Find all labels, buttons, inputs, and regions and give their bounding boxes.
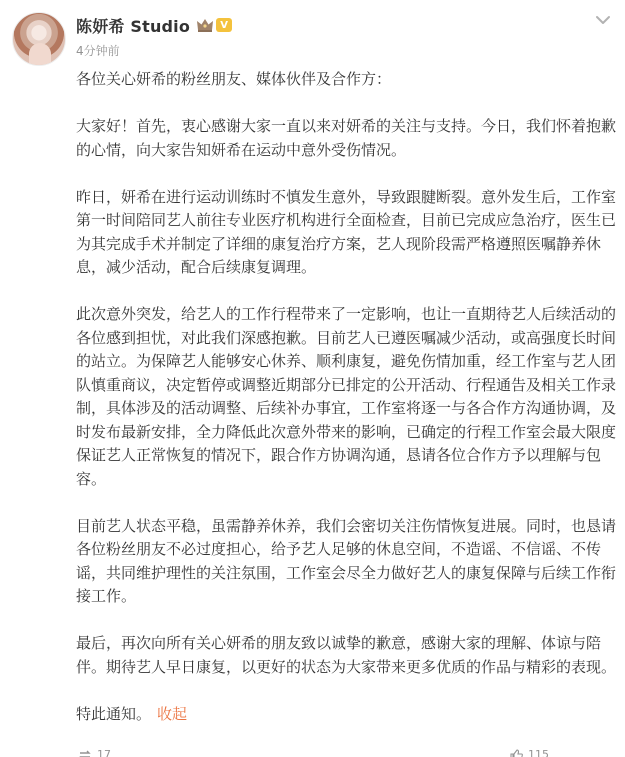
repost-count: 17 (97, 748, 111, 757)
repost-button[interactable] (78, 748, 111, 757)
like-button[interactable] (510, 748, 549, 757)
collapse-link[interactable]: 收起 (157, 704, 188, 723)
crown-icon (196, 17, 214, 33)
avatar[interactable] (12, 12, 66, 66)
paragraph-greeting: 各位关心妍希的粉丝朋友、媒体伙伴及合作方： (76, 70, 392, 88)
paragraph-status: 目前艺人状态平稳，虽需静养休养，我们会密切关注伤情恢复进展。同时，也恳请各位粉丝朋友不必过度担心，给予艺人足够的休息空间，不造谣、不信谣、不传谣，共同维护理性的关注氛围，工作室会尽全力做好艺人的康复保障与后续工作衔接工作。 (76, 516, 617, 605)
post-header (0, 0, 625, 70)
paragraph-notice (76, 703, 616, 727)
paragraph-incident: 昨日，妍希在进行运动训练时不慎发生意外，导致跟腱断裂。意外发生后，工作室第一时间陪同艺人前往专业医疗机构进行全面检查，目前已完成应急治疗，医生已为其完成手术并制定了详细的康复治疗方案，艺人现阶段需严格遵照医嘱静养休息，减少活动，配合后续康复调理。 (76, 187, 617, 276)
like-count: 115 (528, 748, 549, 757)
repost-icon (78, 749, 92, 757)
chevron-down-icon[interactable] (595, 14, 611, 26)
notice-text: 特此通知。 (76, 704, 152, 723)
post-time: 4分钟前 (76, 44, 120, 58)
verified-badge[interactable] (196, 16, 232, 34)
author-name[interactable]: 陈妍希 Studio (76, 16, 191, 36)
author-row (76, 14, 232, 36)
footer-bar (0, 744, 625, 757)
verified-icon: V (216, 18, 232, 32)
paragraph-intro: 大家好！首先，衷心感谢大家一直以来对妍希的关注与支持。今日，我们怀着抱歉的心情，向大家告知妍希在运动中意外受伤情况。 (76, 117, 617, 159)
paragraph-closing: 最后，再次向所有关心妍希的朋友致以诚挚的歉意，感谢大家的理解、体谅与陪伴。期待艺人早日康复，以更好的状态为大家带来更多优质的作品与精彩的表现。 (76, 634, 617, 676)
paragraph-schedule: 此次意外突发，给艺人的工作行程带来了一定影响，也让一直期待艺人后续活动的各位感到担忧，对此我们深感抱歉。目前艺人已遵医嘱减少活动，或高强度长时间的站立。为保障艺人能够安心休养、顺利康复，避免伤情加重，经工作室与艺人团队慎重商议，决定暂停或调整近期部分已排定的公开活动、行程通告及相关工作录制，具体涉及的活动调整、后续补办事宜，工作室将逐一与各合作方沟通协调，及时发布最新安排，全力降低此次意外带来的影响，已确定的行程工作室会最大限度保证艺人正常恢复的情况下，跟合作方协调沟通，恳请各位合作方予以理解与包容。 (76, 305, 617, 488)
like-icon (510, 749, 523, 757)
post-body (76, 68, 616, 726)
